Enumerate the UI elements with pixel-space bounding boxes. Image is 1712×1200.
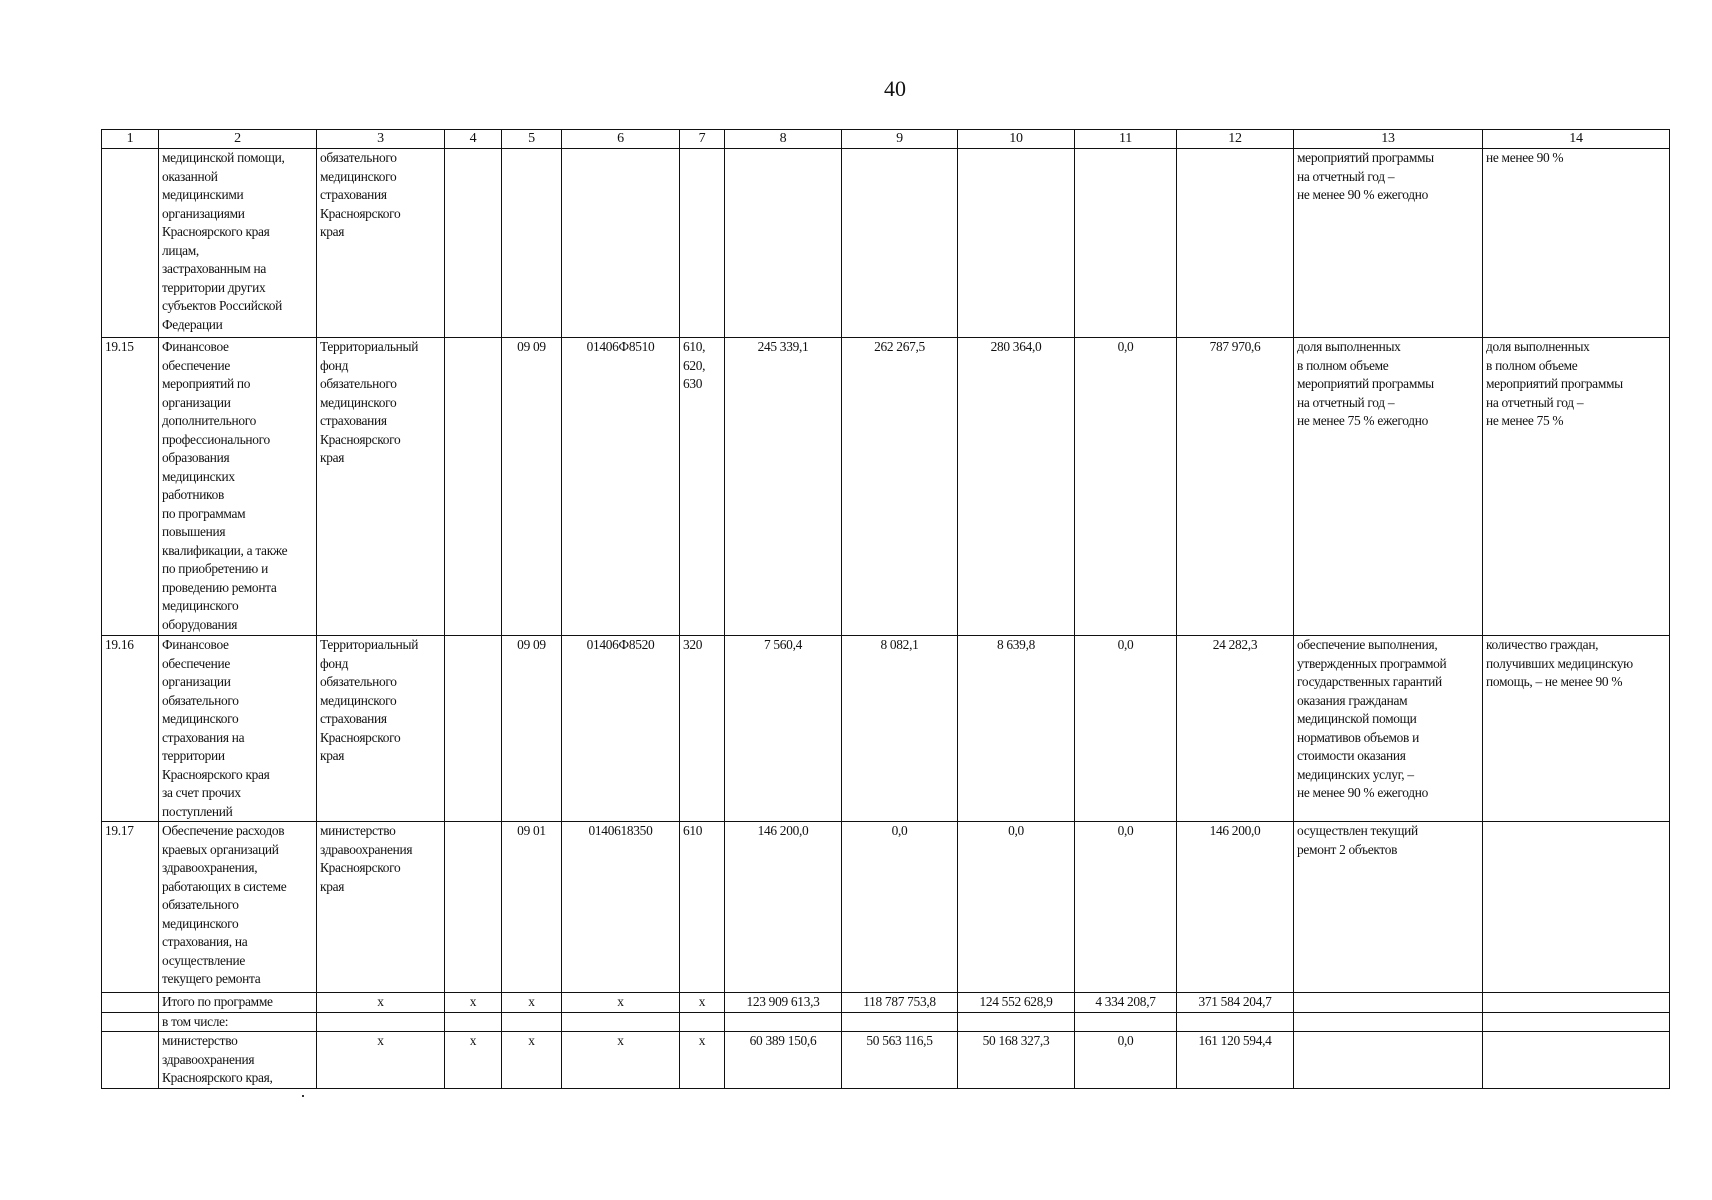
target-indicator bbox=[1483, 1032, 1670, 1089]
cell-col5: 09 01 bbox=[502, 822, 562, 993]
row-number bbox=[102, 1012, 159, 1032]
activity-name: Обеспечение расходов краевых организаций здравоохранения, работающих в системе обязательного медицинского страхования, на осуществление текущего ремонта bbox=[159, 822, 317, 993]
cell-col12 bbox=[1177, 1012, 1294, 1032]
cell-col11: 0,0 bbox=[1075, 338, 1177, 636]
target-indicator bbox=[1483, 1012, 1670, 1032]
row-number: 19.17 bbox=[102, 822, 159, 993]
cell-col10: 8 639,8 bbox=[958, 636, 1075, 822]
cell-col4 bbox=[445, 636, 502, 822]
cell-col8: 146 200,0 bbox=[725, 822, 842, 993]
activity-name: Финансовое обеспечение организации обязательного медицинского страхования на территории Красноярского края за счет прочих поступлений bbox=[159, 636, 317, 822]
responsible-body: министерство здравоохранения Красноярского края bbox=[317, 822, 445, 993]
column-header: 3 bbox=[317, 130, 445, 149]
column-header: 5 bbox=[502, 130, 562, 149]
cell-col11: 0,0 bbox=[1075, 822, 1177, 993]
program-activities-table bbox=[101, 129, 1670, 1089]
responsible-body: Территориальный фонд обязательного медицинского страхования Красноярского края bbox=[317, 338, 445, 636]
target-indicator: количество граждан, получивших медицинскую помощь, – не менее 90 % bbox=[1483, 636, 1670, 822]
cell-col6: х bbox=[562, 1032, 680, 1089]
cell-col12: 146 200,0 bbox=[1177, 822, 1294, 993]
expected-result: обеспечение выполнения, утвержденных программой государственных гарантий оказания гражданам медицинской помощи нормативов объемов и стоимости оказания медицинских услуг, – не менее 90 % ежегодно bbox=[1294, 636, 1483, 822]
ministry-subtotal-row bbox=[102, 1032, 1670, 1089]
cell-col4: х bbox=[445, 993, 502, 1013]
row-number: 19.15 bbox=[102, 338, 159, 636]
cell-col6 bbox=[562, 149, 680, 338]
cell-col10: 280 364,0 bbox=[958, 338, 1075, 636]
cell-col7: 320 bbox=[680, 636, 725, 822]
cell-col10: 0,0 bbox=[958, 822, 1075, 993]
table-row bbox=[102, 636, 1670, 822]
cell-col4 bbox=[445, 338, 502, 636]
expected-result bbox=[1294, 1032, 1483, 1089]
cell-col12: 371 584 204,7 bbox=[1177, 993, 1294, 1013]
cell-col10 bbox=[958, 1012, 1075, 1032]
page-number: 40 bbox=[884, 76, 906, 101]
target-indicator: доля выполненных в полном объеме мероприятий программы на отчетный год – не менее 75 % bbox=[1483, 338, 1670, 636]
table-row bbox=[102, 338, 1670, 636]
responsible-body: обязательного медицинского страхования Красноярского края bbox=[317, 149, 445, 338]
column-header: 12 bbox=[1177, 130, 1294, 149]
cell-col9 bbox=[842, 149, 958, 338]
cell-col10: 50 168 327,3 bbox=[958, 1032, 1075, 1089]
cell-col12 bbox=[1177, 149, 1294, 338]
cell-col7: х bbox=[680, 1032, 725, 1089]
scan-speck bbox=[302, 1095, 304, 1097]
cell-col11: 0,0 bbox=[1075, 636, 1177, 822]
column-header: 14 bbox=[1483, 130, 1670, 149]
column-header: 4 bbox=[445, 130, 502, 149]
cell-col10: 124 552 628,9 bbox=[958, 993, 1075, 1013]
cell-col9: 50 563 116,5 bbox=[842, 1032, 958, 1089]
responsible-body: х bbox=[317, 993, 445, 1013]
cell-col12: 787 970,6 bbox=[1177, 338, 1294, 636]
column-header: 9 bbox=[842, 130, 958, 149]
cell-col7: х bbox=[680, 993, 725, 1013]
cell-col4 bbox=[445, 149, 502, 338]
cell-col8: 7 560,4 bbox=[725, 636, 842, 822]
cell-col4 bbox=[445, 1012, 502, 1032]
target-indicator bbox=[1483, 993, 1670, 1013]
cell-col6: 0140618350 bbox=[562, 822, 680, 993]
row-number: 19.16 bbox=[102, 636, 159, 822]
cell-col10 bbox=[958, 149, 1075, 338]
activity-name: Финансовое обеспечение мероприятий по организации дополнительного профессионального образования медицинских работников по программам повышения квалификации, а также по приобретению и проведению ремонта медицинского оборудования bbox=[159, 338, 317, 636]
cell-col8: 245 339,1 bbox=[725, 338, 842, 636]
cell-col9: 118 787 753,8 bbox=[842, 993, 958, 1013]
cell-col9 bbox=[842, 1012, 958, 1032]
cell-col6: 01406Ф8510 bbox=[562, 338, 680, 636]
cell-col11: 4 334 208,7 bbox=[1075, 993, 1177, 1013]
cell-col6: 01406Ф8520 bbox=[562, 636, 680, 822]
responsible-body bbox=[317, 1012, 445, 1032]
expected-result: мероприятий программы на отчетный год – не менее 90 % ежегодно bbox=[1294, 149, 1483, 338]
row-number bbox=[102, 149, 159, 338]
cell-col6 bbox=[562, 1012, 680, 1032]
cell-col8: 123 909 613,3 bbox=[725, 993, 842, 1013]
target-indicator bbox=[1483, 822, 1670, 993]
cell-col5: х bbox=[502, 1032, 562, 1089]
cell-col7 bbox=[680, 1012, 725, 1032]
cell-col8 bbox=[725, 1012, 842, 1032]
cell-col5: 09 09 bbox=[502, 338, 562, 636]
column-header: 11 bbox=[1075, 130, 1177, 149]
column-number-row bbox=[102, 130, 1670, 149]
target-indicator: не менее 90 % bbox=[1483, 149, 1670, 338]
cell-col7: 610, 620, 630 bbox=[680, 338, 725, 636]
cell-col8: 60 389 150,6 bbox=[725, 1032, 842, 1089]
row-number bbox=[102, 1032, 159, 1089]
cell-col9: 0,0 bbox=[842, 822, 958, 993]
cell-col5 bbox=[502, 1012, 562, 1032]
cell-col12: 161 120 594,4 bbox=[1177, 1032, 1294, 1089]
cell-col5 bbox=[502, 149, 562, 338]
cell-col6: х bbox=[562, 993, 680, 1013]
activity-name: медицинской помощи, оказанной медицинскими организациями Красноярского края лицам, застрахованным на территории других субъектов Российской Федерации bbox=[159, 149, 317, 338]
column-header: 13 bbox=[1294, 130, 1483, 149]
column-header: 6 bbox=[562, 130, 680, 149]
activity-name: Итого по программе bbox=[159, 993, 317, 1013]
cell-col11 bbox=[1075, 1012, 1177, 1032]
activity-name: министерство здравоохранения Красноярского края, bbox=[159, 1032, 317, 1089]
cell-col7: 610 bbox=[680, 822, 725, 993]
cell-col7 bbox=[680, 149, 725, 338]
column-header: 2 bbox=[159, 130, 317, 149]
expected-result bbox=[1294, 1012, 1483, 1032]
expected-result: осуществлен текущий ремонт 2 объектов bbox=[1294, 822, 1483, 993]
table-row bbox=[102, 149, 1670, 338]
expected-result bbox=[1294, 993, 1483, 1013]
column-header: 1 bbox=[102, 130, 159, 149]
column-header: 8 bbox=[725, 130, 842, 149]
row-number bbox=[102, 993, 159, 1013]
table-row bbox=[102, 822, 1670, 993]
cell-col5: х bbox=[502, 993, 562, 1013]
cell-col12: 24 282,3 bbox=[1177, 636, 1294, 822]
column-header: 10 bbox=[958, 130, 1075, 149]
expected-result: доля выполненных в полном объеме мероприятий программы на отчетный год – не менее 75 % ежегодно bbox=[1294, 338, 1483, 636]
cell-col11: 0,0 bbox=[1075, 1032, 1177, 1089]
responsible-body: х bbox=[317, 1032, 445, 1089]
cell-col9: 8 082,1 bbox=[842, 636, 958, 822]
program-total-row bbox=[102, 993, 1670, 1013]
column-header: 7 bbox=[680, 130, 725, 149]
cell-col9: 262 267,5 bbox=[842, 338, 958, 636]
cell-col11 bbox=[1075, 149, 1177, 338]
cell-col8 bbox=[725, 149, 842, 338]
responsible-body: Территориальный фонд обязательного медицинского страхования Красноярского края bbox=[317, 636, 445, 822]
cell-col5: 09 09 bbox=[502, 636, 562, 822]
including-row bbox=[102, 1012, 1670, 1032]
activity-name: в том числе: bbox=[159, 1012, 317, 1032]
cell-col4: х bbox=[445, 1032, 502, 1089]
cell-col4 bbox=[445, 822, 502, 993]
